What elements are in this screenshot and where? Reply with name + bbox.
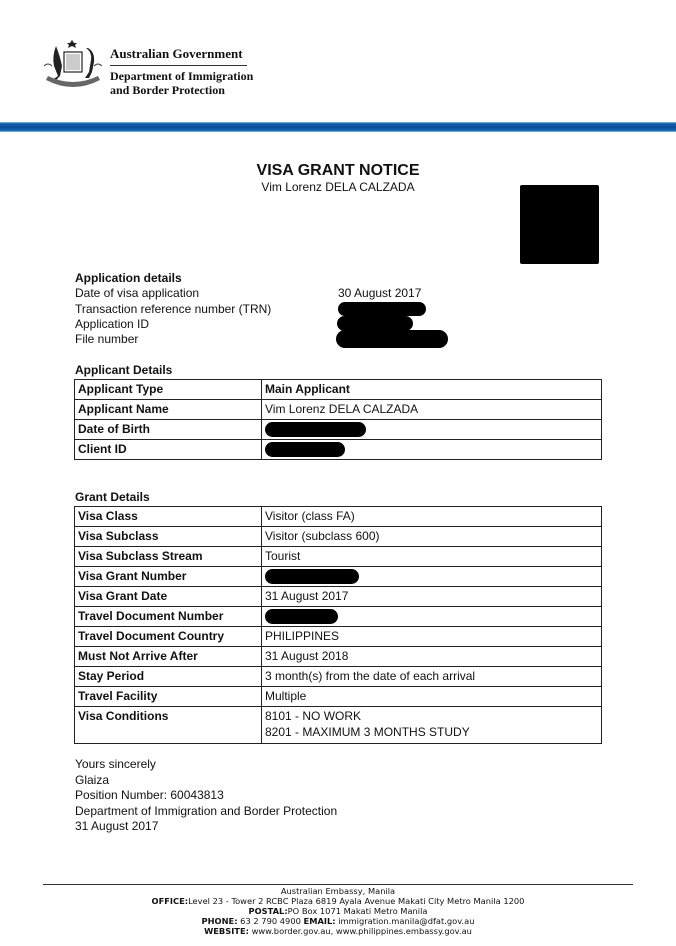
row-label: Visa Conditions xyxy=(75,707,262,744)
footer-contact xyxy=(0,916,676,926)
redacted-file-number xyxy=(336,330,448,348)
office-label: OFFICE: xyxy=(151,896,189,906)
department-line-1: Department of Immigration xyxy=(110,69,254,83)
application-label-trn: Transaction reference number (TRN) xyxy=(75,302,272,316)
notice-title: VISA GRANT NOTICE xyxy=(256,162,420,179)
application-label-file: File number xyxy=(75,332,139,346)
row-label: Must Not Arrive After xyxy=(75,647,262,667)
email-label: EMAIL: xyxy=(303,916,336,926)
row-value xyxy=(262,567,602,587)
signoff-closing: Yours sincerely xyxy=(75,757,156,771)
email-address[interactable]: immigration.manila@dfat.gov.au xyxy=(335,916,475,926)
row-label: Visa Class xyxy=(75,507,262,527)
row-label: Visa Subclass xyxy=(75,527,262,547)
row-value xyxy=(262,707,602,744)
row-value: Tourist xyxy=(262,547,602,567)
table-row xyxy=(75,400,602,420)
row-value: PHILIPPINES xyxy=(262,627,602,647)
redacted-travel-document-number xyxy=(265,609,338,624)
redacted-client-id xyxy=(265,442,345,457)
row-label: Client ID xyxy=(75,440,262,460)
table-row xyxy=(75,587,602,607)
website-links[interactable]: www.border.gov.au, www.philippines.embassy.gov.au xyxy=(248,926,472,936)
website-label: WEBSITE: xyxy=(204,926,249,936)
applicant-details-heading: Applicant Details xyxy=(75,363,173,377)
row-label: Applicant Type xyxy=(75,380,262,400)
signoff-department: Department of Immigration and Border Protection xyxy=(75,804,338,818)
notice-recipient: Vim Lorenz DELA CALZADA xyxy=(261,180,415,194)
org-divider xyxy=(110,65,247,66)
table-row xyxy=(75,687,602,707)
footer-website xyxy=(0,926,676,936)
row-value: Visitor (class FA) xyxy=(262,507,602,527)
row-value: Multiple xyxy=(262,687,602,707)
table-row xyxy=(75,607,602,627)
footer-office xyxy=(0,896,676,906)
phone-number: 63 2 790 4900 xyxy=(237,916,304,926)
table-row xyxy=(75,707,602,744)
application-label-id: Application ID xyxy=(75,317,150,331)
row-value: Main Applicant xyxy=(262,380,602,400)
postal-label: POSTAL: xyxy=(248,906,288,916)
footer-divider xyxy=(43,884,633,885)
applicant-details-table xyxy=(74,379,602,460)
redacted-photo xyxy=(520,185,599,264)
phone-label: PHONE: xyxy=(201,916,238,926)
footer xyxy=(0,886,676,936)
application-details-heading: Application details xyxy=(75,271,182,285)
table-row xyxy=(75,547,602,567)
row-label: Visa Subclass Stream xyxy=(75,547,262,567)
footer-postal xyxy=(0,906,676,916)
signoff-date: 31 August 2017 xyxy=(75,819,159,833)
row-label: Travel Facility xyxy=(75,687,262,707)
signoff-position: Position Number: 60043813 xyxy=(75,788,224,802)
department-line-2: and Border Protection xyxy=(110,83,225,97)
table-row xyxy=(75,627,602,647)
table-row xyxy=(75,440,602,460)
table-row xyxy=(75,567,602,587)
grant-details-heading: Grant Details xyxy=(75,490,150,504)
redacted-application-id xyxy=(337,316,413,331)
row-value: Visitor (subclass 600) xyxy=(262,527,602,547)
footer-embassy: Australian Embassy, Manila xyxy=(280,886,396,896)
row-value: 31 August 2018 xyxy=(262,647,602,667)
redacted-visa-grant-number xyxy=(265,569,359,584)
signoff-name: Glaiza xyxy=(75,773,110,787)
table-row xyxy=(75,647,602,667)
table-row xyxy=(75,420,602,440)
redacted-trn xyxy=(338,302,426,316)
header-band xyxy=(0,122,676,132)
row-label: Travel Document Number xyxy=(75,607,262,627)
postal-address: PO Box 1071 Makati Metro Manila xyxy=(287,906,428,916)
row-label: Date of Birth xyxy=(75,420,262,440)
organization-block xyxy=(110,46,253,97)
row-value: 31 August 2017 xyxy=(262,587,602,607)
application-value-date: 30 August 2017 xyxy=(338,286,422,300)
table-row xyxy=(75,507,602,527)
visa-condition-2: 8201 - MAXIMUM 3 MONTHS STUDY xyxy=(265,725,470,739)
table-row xyxy=(75,667,602,687)
visa-condition-1: 8101 - NO WORK xyxy=(265,709,362,723)
row-label: Visa Grant Number xyxy=(75,567,262,587)
row-value xyxy=(262,440,602,460)
redacted-date-of-birth xyxy=(265,422,366,437)
row-value: 3 month(s) from the date of each arrival xyxy=(262,667,602,687)
table-row xyxy=(75,380,602,400)
row-value: Vim Lorenz DELA CALZADA xyxy=(262,400,602,420)
row-value xyxy=(262,607,602,627)
row-label: Travel Document Country xyxy=(75,627,262,647)
row-label: Stay Period xyxy=(75,667,262,687)
row-value xyxy=(262,420,602,440)
office-address: Level 23 - Tower 2 RCBC Plaza 6819 Ayala Avenue Makati City Metro Manila 1200 xyxy=(188,896,525,906)
row-label: Applicant Name xyxy=(75,400,262,420)
coat-of-arms-icon xyxy=(38,36,108,96)
application-label-date: Date of visa application xyxy=(75,286,200,300)
org-name: Australian Government xyxy=(110,46,243,61)
grant-details-table xyxy=(74,506,602,744)
row-label: Visa Grant Date xyxy=(75,587,262,607)
table-row xyxy=(75,527,602,547)
